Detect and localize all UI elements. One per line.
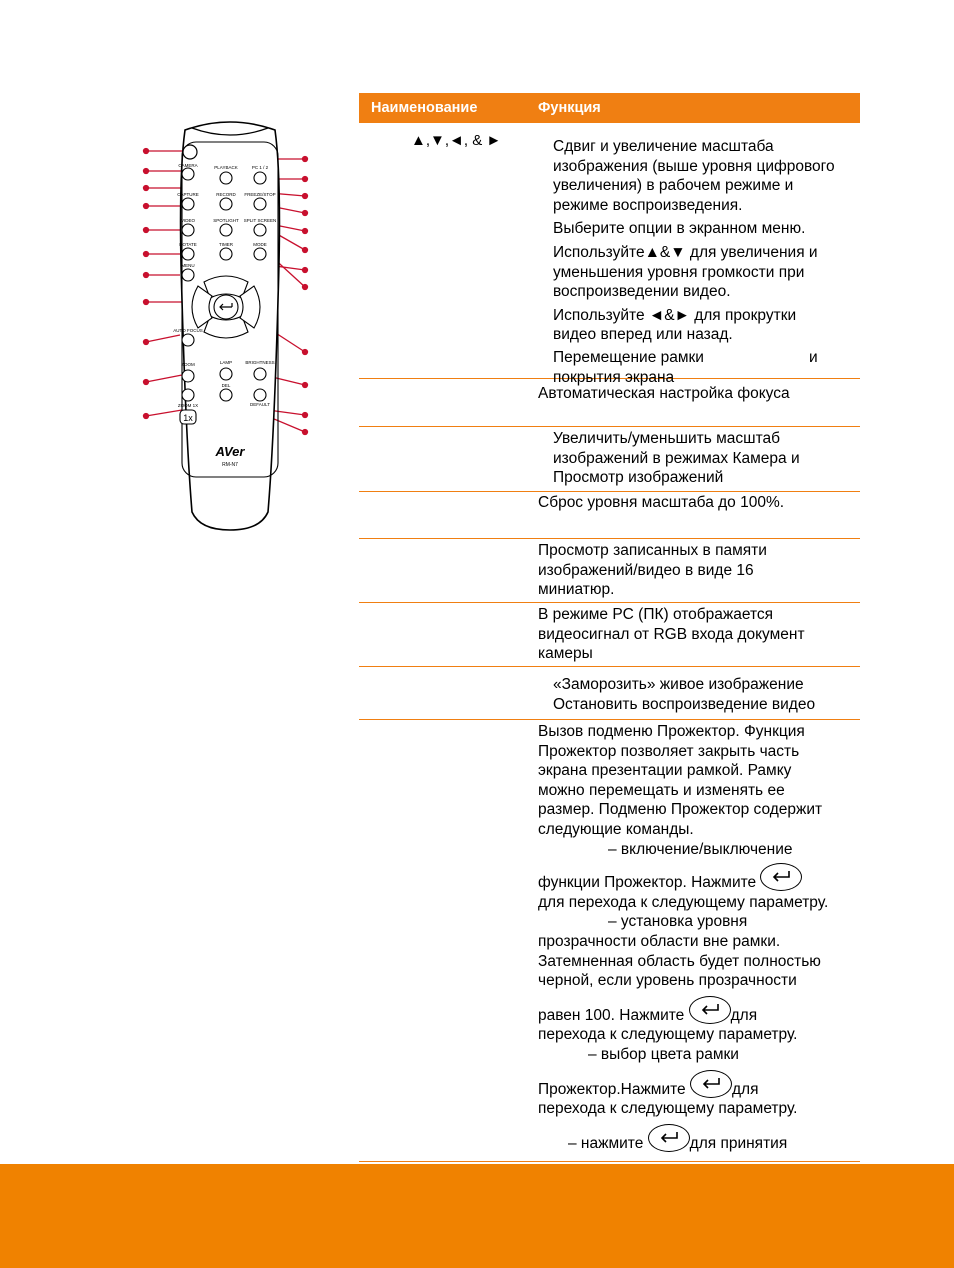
svg-text:ZOOM 1X: ZOOM 1X — [177, 403, 199, 408]
svg-text:TIMER: TIMER — [219, 242, 233, 247]
svg-text:ROTATE: ROTATE — [179, 242, 197, 247]
table-row: Увеличить/уменьшить масштаб изображений в режимах Камера и Просмотр изображений — [359, 427, 860, 492]
enter-icon — [648, 1124, 690, 1152]
svg-text:PLAYBACK: PLAYBACK — [214, 165, 238, 170]
enter-icon — [760, 863, 802, 891]
table-header — [359, 93, 860, 123]
header-function: Функция — [538, 100, 601, 116]
table-row: Просмотр записанных в памяти изображений/видео в виде 16 миниатюр. — [359, 539, 860, 603]
svg-text:CAMERA: CAMERA — [178, 163, 198, 168]
enter-icon — [690, 1070, 732, 1098]
table-row: Автоматическая настройка фокуса — [359, 379, 860, 427]
svg-text:ZOOM: ZOOM — [181, 362, 195, 367]
svg-text:SPLIT SCREEN: SPLIT SCREEN — [243, 218, 277, 223]
svg-text:RM-N7: RM-N7 — [222, 462, 238, 468]
table-row: В режиме PC (ПК) отображается видеосигнал от RGB входа документ камеры — [359, 603, 860, 667]
svg-text:FREEZE/STOP: FREEZE/STOP — [244, 192, 276, 197]
svg-text:SPOTLIGHT: SPOTLIGHT — [213, 218, 239, 223]
table-row — [359, 123, 860, 386]
svg-text:MENU: MENU — [181, 263, 195, 268]
svg-text:LAMP: LAMP — [219, 360, 233, 365]
row-name: ▲,▼,◄, & ► — [411, 132, 502, 149]
svg-text:BRIGHTNESS: BRIGHTNESS — [245, 360, 275, 365]
remote-brand-logo: AVer — [215, 444, 245, 459]
remote-control-illustration — [140, 120, 320, 540]
svg-text:AUTO FOCUS: AUTO FOCUS — [173, 328, 203, 333]
row-function: Сдвиг и увеличение масштаба изображения (выше уровня цифрового увеличения) в рабочем режиме и режиме воспроизведения. Выберите опции в экранном меню. Используйте▲&▼ для увеличения и уменьшения уровня громкости при воспроизведении видео. Используйте ◄&► для прокрутки видео вперед или назад. Перемещение рамки и покрытия экрана — [553, 138, 835, 386]
footer-bar — [0, 1164, 954, 1268]
svg-text:1x: 1x — [183, 413, 193, 423]
table-row: Вызов подменю Прожектор. Функция Прожектор позволяет закрыть часть экрана презентации рамкой. Рамку можно перемещать и изменять ее размер. Подменю Прожектор содержит следующие команды. – включение/выключение функции Прожектор. Нажмите для перехода к следующему параметру. – установка уровня прозрачности области вне рамки. Затемненная область будет полностью черной, если уровень прозрачности равен 100. Нажмите для перехода к следующему параметру. – выбор цвета рамки Прожектор.Нажмите для перехода к следующему параметру. – нажмите для принятия — [359, 720, 860, 1162]
svg-text:CAPTURE: CAPTURE — [177, 192, 199, 197]
svg-text:DEL: DEL — [221, 383, 231, 388]
svg-text:MODE: MODE — [253, 242, 267, 247]
table-row: «Заморозить» живое изображение Остановить воспроизведение видео — [359, 667, 860, 720]
power-icon — [183, 145, 197, 159]
svg-text:PC 1 / 2: PC 1 / 2 — [251, 165, 269, 170]
enter-icon — [689, 996, 731, 1024]
function-table — [359, 93, 860, 1162]
svg-text:DEFAULT: DEFAULT — [250, 402, 270, 407]
svg-text:VIDEO: VIDEO — [180, 218, 196, 223]
table-row: Сброс уровня масштаба до 100%. — [359, 492, 860, 539]
header-name: Наименование — [371, 100, 478, 116]
svg-text:RECORD: RECORD — [216, 192, 236, 197]
